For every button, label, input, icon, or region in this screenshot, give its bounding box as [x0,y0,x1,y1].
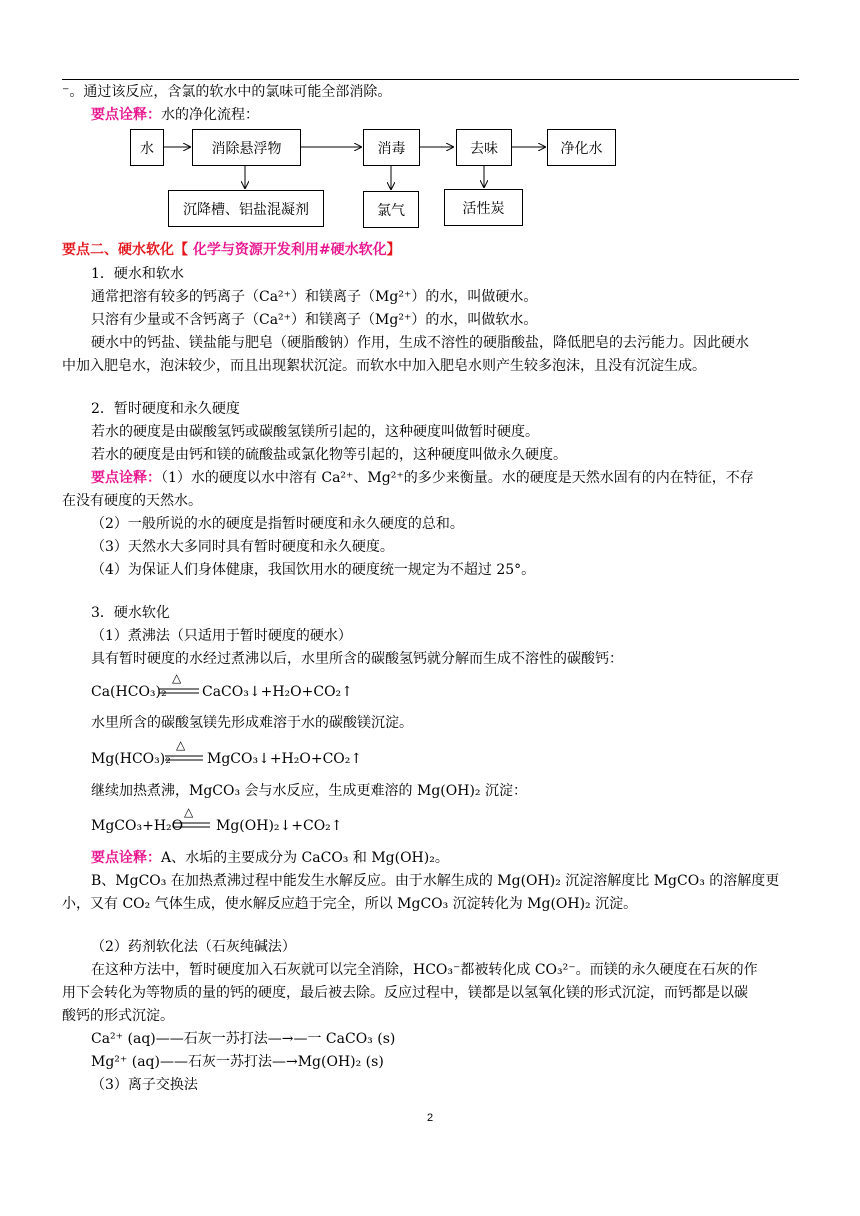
equals-sign [159,687,199,695]
s3-reaction-ca: Ca²⁺ (aq)——石灰一苏打法—→—一 CaCO₃ (s) [91,1031,396,1047]
flow-intro-text: 水的净化流程： [161,107,259,123]
keypoint-label: 要点诠释： [91,107,161,123]
section-heading-suffix: 】 [386,242,401,258]
s1-p3b: 中加入肥皂水，泡沫较少，而且出现絮状沉淀。而软水中加入肥皂水则产生较多泡沫，且没有沉淀生成。 [62,358,706,374]
keypoint-label: 要点诠释： [91,470,161,486]
s3-keypoint-b1: B、MgCO₃ 在加热煮沸过程中能发生水解反应。由于水解生成的 Mg(OH)₂ 沉淀溶解度比 MgCO₃ 的溶解度更 [91,873,780,889]
equals-sign [174,821,210,829]
s3-keypoint-a: 要点诠释：A、水垢的主要成分为 CaCO₃ 和 Mg(OH)₂。 [91,850,449,866]
eq1-left: Ca(HCO₃)₂ [91,684,167,700]
s3-method2-p1: 在这种方法中，暂时硬度加入石灰就可以完全消除，HCO₃⁻都被转化成 CO₃²⁻。而镁的永久硬度在石灰的作 [91,962,758,978]
equation-3 [91,805,391,835]
s3-title: 3．硬水软化 [91,605,170,621]
flow-step-deodorize: 去味 [456,129,512,166]
s3-method2-p2: 用下会转化为等物质的量的钙的硬度，最后被去除。反应过程中，镁都是以氢氧化镁的形式沉淀，而钙都是以碳 [62,985,748,1001]
eq3-left: MgCO₃+H₂O [91,818,184,834]
page-number: 2 [426,1112,434,1124]
s3-method1: （1）煮沸法（只适用于暂时硬度的硬水） [91,628,352,644]
flow-step-disinfect: 消毒 [363,129,420,166]
s1-p2: 只溶有少量或不含钙离子（Ca²⁺）和镁离子（Mg²⁺）的水，叫做软水。 [91,312,538,328]
section-heading-link[interactable]: 化学与资源开发利用#硬水软化 [192,242,387,258]
flow-sub-settling: 沉降槽、铝盐混凝剂 [168,190,324,227]
continuation-line: ⁻。通过该反应，含氯的软水中的氯味可能全部消除。 [62,84,392,100]
equation-2 [91,738,391,768]
s2-note3: （3）天然水大多同时具有暂时硬度和永久硬度。 [91,539,394,555]
eq3-right: Mg(OH)₂↓+CO₂↑ [216,818,343,834]
s1-p3a: 硬水中的钙盐、镁盐能与肥皂（硬脂酸钠）作用，生成不溶性的硬脂酸盐，降低肥皂的去污能力。因此硬水 [91,335,749,351]
s3-continue: 继续加热煮沸，MgCO₃ 会与水反应，生成更难溶的 Mg(OH)₂ 沉淀： [91,783,527,799]
eq1-right: CaCO₃↓+H₂O+CO₂↑ [202,684,353,700]
s3-keypoint-b2: 小，又有 CO₂ 气体生成，使水解反应趋于完全，所以 MgCO₃ 沉淀转化为 Mg(OH)₂ 沉淀。 [62,896,638,912]
s2-note2: （2）一般所说的水的硬度是指暂时硬度和永久硬度的总和。 [91,516,464,532]
flow-step-purified: 净化水 [547,129,616,166]
s3-method2-p3: 酸钙的形式沉淀。 [62,1008,174,1024]
eq2-right: MgCO₃↓+H₂O+CO₂↑ [207,751,363,767]
eq2-left: Mg(HCO₃)₂ [91,751,171,767]
s2-title: 2．暂时硬度和永久硬度 [91,401,240,417]
s3-reaction-mg: Mg²⁺ (aq)——石灰一苏打法—→Mg(OH)₂ (s) [91,1054,384,1070]
flow-sub-carbon: 活性炭 [444,189,523,226]
s3-method1-desc: 具有暂时硬度的水经过煮沸以后，水里所含的碳酸氢钙就分解而生成不溶性的碳酸钙： [91,651,623,667]
equation-1 [91,671,391,701]
s3-method2: （2）药剂软化法（石灰纯碱法） [91,939,296,955]
s2-note4: （4）为保证人们身体健康，我国饮用水的硬度统一规定为不超过 25°。 [91,562,536,578]
flow-connectors [0,0,860,240]
s3-mg-desc: 水里所含的碳酸氢镁先形成难溶于水的碳酸镁沉淀。 [91,715,413,731]
s1-p1: 通常把溶有较多的钙离子（Ca²⁺）和镁离子（Mg²⁺）的水，叫做硬水。 [91,289,538,305]
s3-method3: （3）离子交换法 [91,1077,198,1093]
s1-title: 1．硬水和软水 [91,266,184,282]
flow-step-water: 水 [130,129,164,166]
s2-p1: 若水的硬度是由碳酸氢钙或碳酸氢镁所引起的，这种硬度叫做暂时硬度。 [91,424,539,440]
section-heading-prefix: 要点二、硬水软化【 [62,242,193,258]
heat-symbol: △ [184,805,194,819]
section-heading [62,241,401,259]
s2-note1a: 要点诠释：（1）水的硬度以水中溶有 Ca²⁺、Mg²⁺的多少来衡量。水的硬度是天然水固有的内在特征，不存 [91,470,754,486]
keypoint-label: 要点诠释： [91,850,161,866]
equals-sign [165,754,203,762]
heat-symbol: △ [176,738,186,752]
flow-step-remove-suspended: 消除悬浮物 [192,129,301,166]
heat-symbol: △ [172,671,182,685]
s2-p2: 若水的硬度是由钙和镁的硫酸盐或氯化物等引起的，这种硬度叫做永久硬度。 [91,447,567,463]
flow-sub-chlorine: 氯气 [363,191,419,228]
s2-note1b: 在没有硬度的天然水。 [62,493,202,509]
